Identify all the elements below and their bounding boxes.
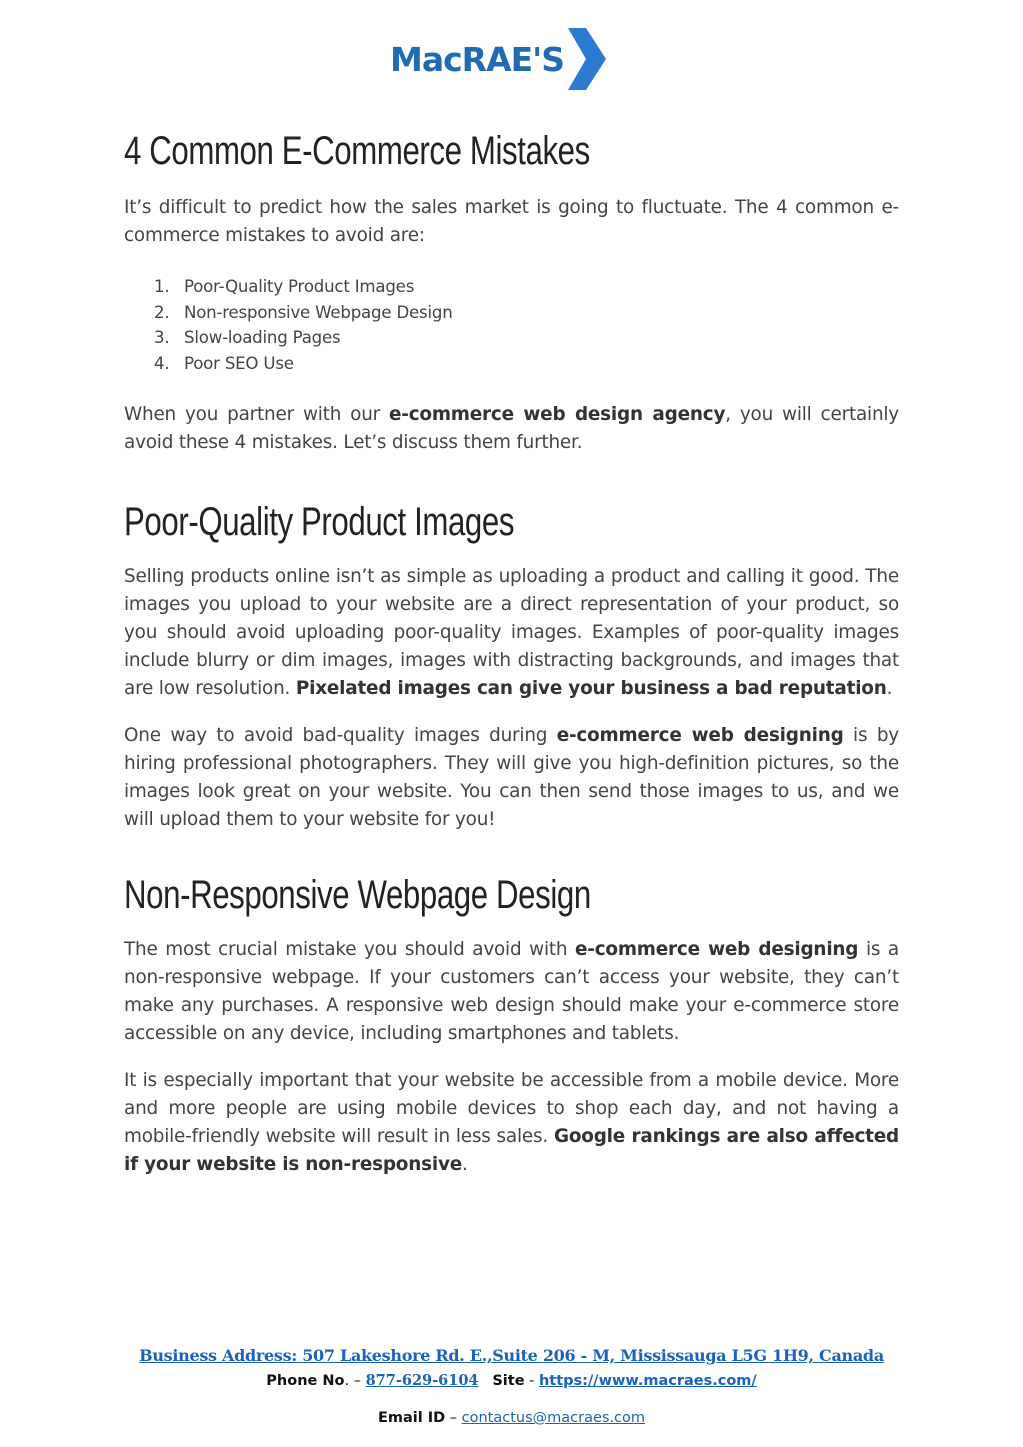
email-label: Email ID [377,1410,446,1426]
list-item: 2. Non-responsive Webpage Design [154,302,453,322]
heading-poor-quality-images: Poor-Quality Product Images [124,500,515,544]
phone-label: Phone No [266,1373,345,1389]
email-link[interactable]: contactus@macraes.com [461,1410,646,1426]
business-address-link[interactable]: Business Address: 507 Lakeshore Rd. E.,Suite 206 - M, Mississauga L5G 1H9, Canada [139,1346,884,1365]
brand-name: MacRAE'S [390,39,565,79]
heading-common-mistakes: 4 Common E-Commerce Mistakes [124,129,590,173]
phone-link[interactable]: 877-629-6104 [365,1372,479,1389]
document-body [124,128,899,1179]
footer-contact-line: Phone No. – 877-629-6104 Site - https://www.macraes.com/ [266,1372,757,1389]
list-item: 1. Poor-Quality Product Images [154,277,415,296]
responsive-paragraph-1: The most crucial mistake you should avoid with e-commerce web designing is a non-responsive webpage. If your customers can’t access your website, they can’t make any purchases. A responsive web design should make your e-commerce store accessible on any device, including smartphones and tablets. [124,939,899,1044]
brand-logo [390,24,630,94]
responsive-paragraph-2: It is especially important that your website be accessible from a mobile device. More and more people are using mobile devices to shop each day, and not having a mobile-friendly website will result in less sales. Google rankings are also affected if your website is non-responsive. [124,1070,900,1175]
intro-paragraph: It’s difficult to predict how the sales market is going to fluctuate. The 4 common e-commerce mistakes to avoid are: [124,197,899,246]
list-item: 4. Poor SEO Use [154,353,294,373]
site-link[interactable]: https://www.macraes.com/ [538,1373,757,1389]
heading-non-responsive-design: Non-Responsive Webpage Design [124,873,591,917]
chevron-right-icon [566,26,608,92]
footer-email-line: Email ID – contactus@macraes.com [377,1410,646,1426]
images-paragraph-2: One way to avoid bad-quality images during e-commerce web designing is by hiring professional photographers. They will give you high-definition pictures, so the images look great on your website. You can then send those images to us, and we will upload them to your website for you! [124,725,899,830]
outro-paragraph: When you partner with our e-commerce web design agency, you will certainly avoid these 4 mistakes. Let’s discuss them further. [124,404,899,453]
list-item: 3. Slow-loading Pages [154,328,341,347]
site-label: Site [492,1373,525,1389]
mistakes-list [124,274,899,376]
images-paragraph-1: Selling products online isn’t as simple as uploading a product and calling it good. The images you upload to your website are a direct representation of your product, so you should avoid uploading poor-quality images. Examples of poor-quality images include blurry or dim images, images with distracting backgrounds, and images that are low resolution. Pixelated images can give your business a bad reputation. [124,566,899,699]
